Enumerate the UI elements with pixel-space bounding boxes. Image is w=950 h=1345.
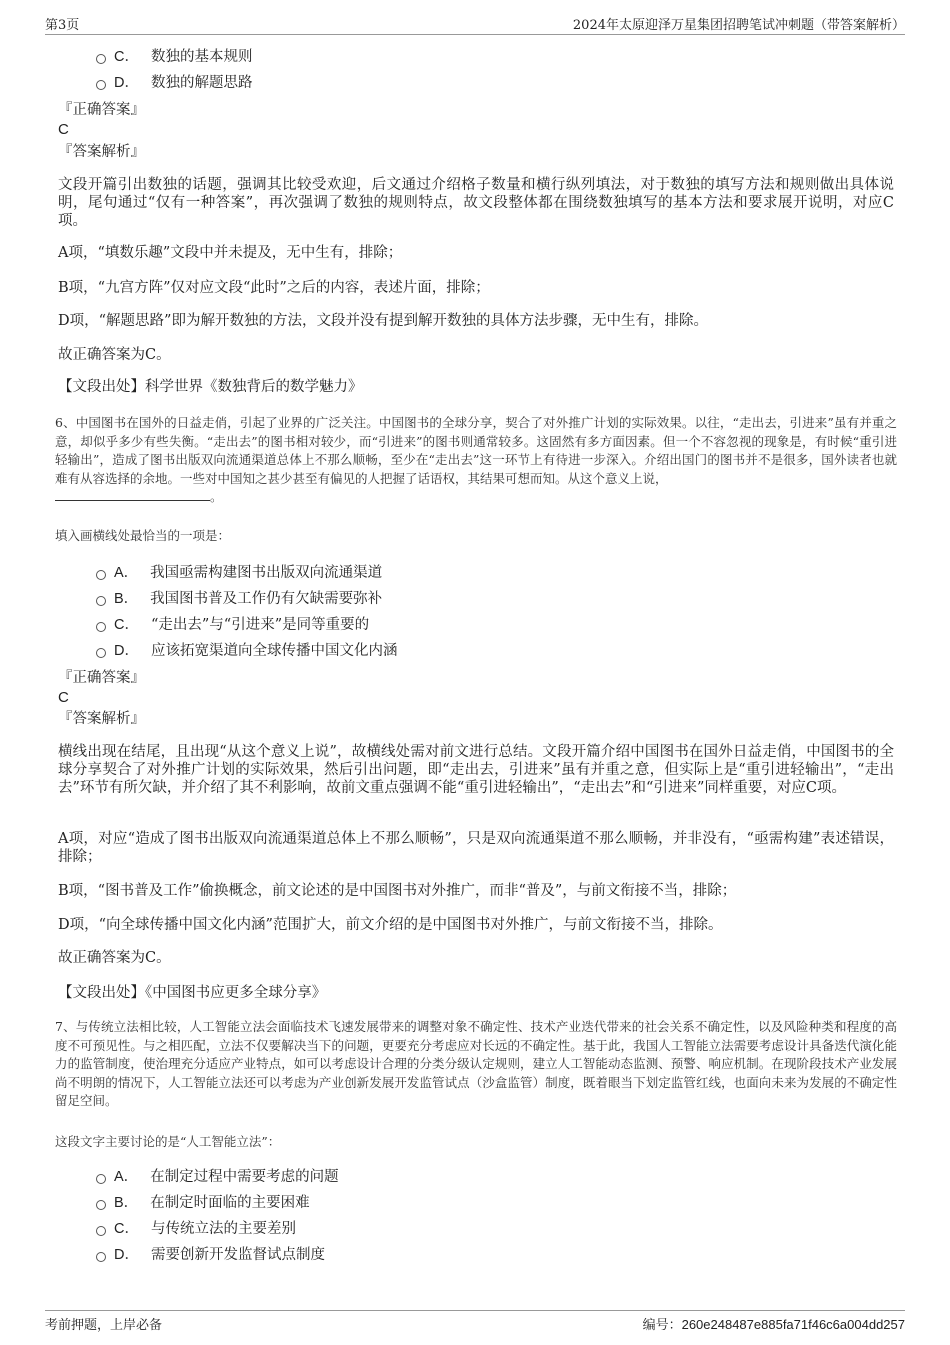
q5-analysis-a: A项，“填数乐趣”文段中并未提及，无中生有，排除；: [58, 245, 403, 261]
q7-option-b[interactable]: B． 在制定时面临的主要困难: [96, 1193, 310, 1213]
q6-analysis-a: A项，对应“造成了图书出版双向流通渠道总体上不那么顺畅”，只是双向流通渠道不那么顺畅，并非没有，“亟需构建”表述错误，排除；: [58, 831, 894, 865]
radio-icon[interactable]: [96, 596, 106, 606]
radio-icon[interactable]: [96, 1200, 106, 1210]
q6-conclusion: 故正确答案为C。: [58, 950, 171, 966]
radio-icon[interactable]: [96, 1252, 106, 1262]
q7-option-a[interactable]: A． 在制定过程中需要考虑的问题: [96, 1167, 339, 1187]
q6-analysis-b: B项，“图书普及工作”偷换概念，前文论述的是中国图书对外推广，而非“普及”，与前文衔接不当，排除；: [58, 883, 737, 899]
radio-icon[interactable]: [96, 80, 106, 90]
q6-option-c[interactable]: C． “走出去”与“引进来”是同等重要的: [96, 615, 369, 635]
radio-icon[interactable]: [96, 648, 106, 658]
q5-option-c[interactable]: C． 数独的基本规则: [96, 47, 252, 67]
page-footer: [45, 1310, 905, 1336]
q5-source: 【文段出处】科学世界《数独背后的数学魅力》: [58, 379, 363, 395]
page-number: 第3页: [45, 18, 80, 33]
radio-icon[interactable]: [96, 622, 106, 632]
radio-icon[interactable]: [96, 54, 106, 64]
q6-source: 【文段出处】《中国图书应更多全球分享》: [58, 985, 327, 1001]
q6-prompt: 填入画横线处最恰当的一项是：: [55, 528, 231, 543]
q6-analysis-label: 『答案解析』: [58, 711, 145, 727]
q5-analysis-main: 文段开篇引出数独的话题，强调其比较受欢迎，后文通过介绍格子数量和横行纵列填法，对于数独的填写方法和规则做出具体说明，尾句通过“仅有一种答案”，再次强调了数独的规则特点，故文段整体都在围绕数独填写的基本方法和要求展开说明，对应C项。: [58, 177, 894, 229]
q7-prompt: 这段文字主要讨论的是“人工智能立法”：: [55, 1134, 281, 1149]
q5-analysis-d: D项，“解题思路”即为解开数独的方法，文段并没有提到解开数独的具体方法步骤，无中生有，排除。: [58, 313, 708, 329]
q6-option-d[interactable]: D． 应该拓宽渠道向全球传播中国文化内涵: [96, 641, 397, 661]
q5-answer: C: [58, 121, 69, 138]
q5-option-d[interactable]: D． 数独的解题思路: [96, 73, 252, 93]
q6-option-b[interactable]: B． 我国图书普及工作仍有欠缺需要弥补: [96, 589, 382, 609]
answer-blank: [55, 488, 210, 501]
q6-analysis-d: D项，“向全球传播中国文化内涵”范围扩大，前文介绍的是中国图书对外推广，与前文衔接不当，排除。: [58, 917, 723, 933]
q5-analysis-b: B项，“九宫方阵”仅对应文段“此时”之后的内容，表述片面，排除；: [58, 280, 490, 296]
page-header: [45, 14, 905, 35]
footer-slogan: 考前押题，上岸必备: [45, 1318, 163, 1333]
document-code: 编号：260e248487e885fa71f46c6a004dd257: [642, 1317, 905, 1333]
q7-option-d[interactable]: D． 需要创新开发监督试点制度: [96, 1245, 325, 1265]
q5-analysis-label: 『答案解析』: [58, 144, 145, 160]
q5-conclusion: 故正确答案为C。: [58, 347, 171, 363]
q6-question-text: 6、中国图书在国外的日益走俏，引起了业界的广泛关注。中国图书的全球分享，契合了对外推广计划的实际效果。以往，“走出去，引进来”虽有并重之意，却似乎多少有些失衡。“走出去”的图书相对较少，而“引进来”的图书则通常较多。这固然有多方面因素。但一个不容忽视的现象是，有时候“重引进轻输出”，造成了图书出版双向流通渠道总体上不那么顺畅，至少在“走出去”这一环节上有待进一步深入。介绍出国门的图书并不是很多，国外读者也就难有从容选择的余地。一些对中国知之甚少甚至有偏见的人把握了话语权，其结果可想而知。从这个意义上说， 。: [55, 415, 897, 504]
radio-icon[interactable]: [96, 1174, 106, 1184]
q6-option-a[interactable]: A． 我国亟需构建图书出版双向流通渠道: [96, 563, 382, 583]
document-title: 2024年太原迎泽万星集团招聘笔试冲刺题（带答案解析）: [572, 18, 905, 33]
q7-question-text: 7、与传统立法相比较，人工智能立法会面临技术飞速发展带来的调整对象不确定性、技术产业迭代带来的社会关系不确定性，以及风险种类和程度的高度不可预见性。与之相匹配，立法不仅要解决当下的问题，更要充分考虑应对长远的不确定性。基于此，我国人工智能立法需要考虑设计具备迭代演化能力的监管制度，使治理充分适应产业特点，如可以考虑设计合理的分类分级认定规则，建立人工智能动态监测、预警、响应机制。在现阶段技术产业发展尚不明朗的情况下，人工智能立法还可以考虑为产业创新发展开发监管试点（沙盒监管）制度，既着眼当下划定监管红线，也面向未来为发展的不确定性留足空间。: [55, 1019, 897, 1108]
q7-option-c[interactable]: C． 与传统立法的主要差别: [96, 1219, 296, 1239]
radio-icon[interactable]: [96, 1226, 106, 1236]
q5-answer-label: 『正确答案』: [58, 102, 145, 118]
q6-analysis-main: 横线出现在结尾，且出现“从这个意义上说”，故横线处需对前文进行总结。文段开篇介绍中国图书在国外日益走俏，中国图书的全球分享契合了对外推广计划的实际效果，然后引出问题，即“走出去，引进来”虽有并重之意，但实际上是“重引进轻输出”，“走出去”环节有所欠缺，并介绍了其不利影响，故前文重点强调不能“重引进轻输出”，“走出去”和“引进来”同样重要，对应C项。: [58, 744, 894, 796]
q6-answer-label: 『正确答案』: [58, 670, 145, 686]
radio-icon[interactable]: [96, 570, 106, 580]
q6-answer: C: [58, 689, 69, 706]
